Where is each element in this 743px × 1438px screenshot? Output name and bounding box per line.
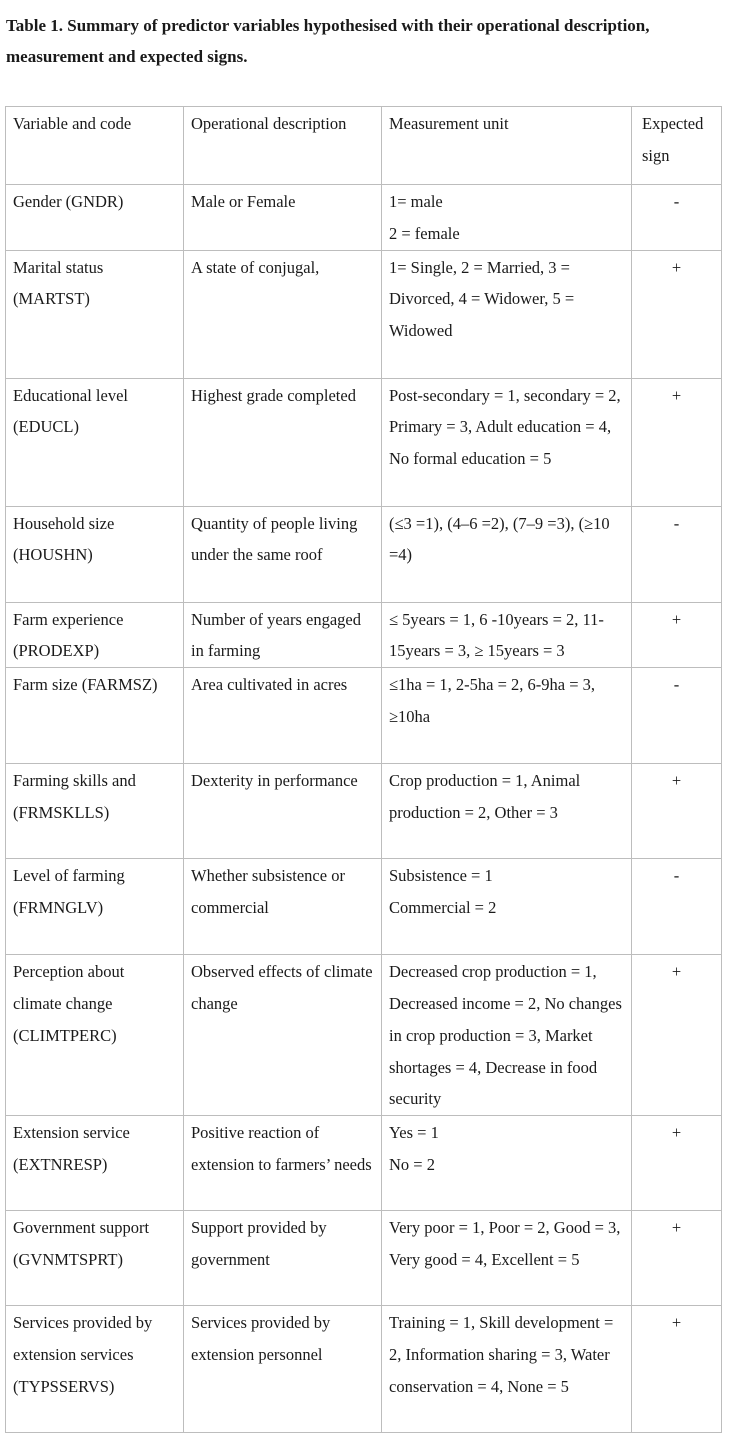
measurement-cell: Very poor = 1, Poor = 2, Good = 3, Very good = 4, Excellent = 5 bbox=[382, 1211, 632, 1306]
expected-sign-cell: + bbox=[632, 1306, 722, 1433]
variable-cell: Government support (GVNMTSPRT) bbox=[6, 1211, 184, 1306]
description-cell: Observed effects of climate change bbox=[184, 955, 382, 1116]
expected-sign-cell: - bbox=[632, 185, 722, 251]
description-cell: Area cultivated in acres bbox=[184, 668, 382, 764]
table-row bbox=[6, 1211, 722, 1306]
measurement-cell: (≤3 =1), (4–6 =2), (7–9 =3), (≥10 =4) bbox=[382, 506, 632, 602]
measurement-cell: Training = 1, Skill development = 2, Information sharing = 3, Water conservation = 4, None = 5 bbox=[382, 1306, 632, 1433]
table-row bbox=[6, 602, 722, 668]
description-cell: Male or Female bbox=[184, 185, 382, 251]
variable-cell: Educational level (EDUCL) bbox=[6, 378, 184, 506]
description-cell: Positive reaction of extension to farmers’ needs bbox=[184, 1116, 382, 1211]
measurement-cell: 1= male 2 = female bbox=[382, 185, 632, 251]
expected-sign-cell: + bbox=[632, 378, 722, 506]
table-row bbox=[6, 859, 722, 955]
description-cell: Quantity of people living under the same roof bbox=[184, 506, 382, 602]
header-measurement: Measurement unit bbox=[382, 107, 632, 185]
expected-sign-cell: + bbox=[632, 1116, 722, 1211]
expected-sign-cell: - bbox=[632, 506, 722, 602]
description-cell: A state of conjugal, bbox=[184, 250, 382, 378]
predictor-variables-table bbox=[5, 106, 722, 1433]
expected-sign-cell: + bbox=[632, 1211, 722, 1306]
table-row bbox=[6, 250, 722, 378]
table-header-row bbox=[6, 107, 722, 185]
variable-cell: Gender (GNDR) bbox=[6, 185, 184, 251]
variable-cell: Perception about climate change (CLIMTPERC) bbox=[6, 955, 184, 1116]
variable-cell: Farming skills and (FRMSKLLS) bbox=[6, 764, 184, 859]
measurement-cell: Subsistence = 1 Commercial = 2 bbox=[382, 859, 632, 955]
measurement-cell: Crop production = 1, Animal production = 2, Other = 3 bbox=[382, 764, 632, 859]
description-cell: Number of years engaged in farming bbox=[184, 602, 382, 668]
table-row bbox=[6, 506, 722, 602]
variable-cell: Household size (HOUSHN) bbox=[6, 506, 184, 602]
expected-sign-cell: - bbox=[632, 859, 722, 955]
variable-cell: Services provided by extension services (TYPSSERVS) bbox=[6, 1306, 184, 1433]
table-row bbox=[6, 764, 722, 859]
table-row bbox=[6, 185, 722, 251]
variable-cell: Extension service (EXTNRESP) bbox=[6, 1116, 184, 1211]
expected-sign-cell: + bbox=[632, 764, 722, 859]
description-cell: Support provided by government bbox=[184, 1211, 382, 1306]
measurement-cell: ≤ 5years = 1, 6 -10years = 2, 11-15years = 3, ≥ 15years = 3 bbox=[382, 602, 632, 668]
header-description: Operational description bbox=[184, 107, 382, 185]
measurement-cell: Yes = 1 No = 2 bbox=[382, 1116, 632, 1211]
expected-sign-cell: + bbox=[632, 602, 722, 668]
measurement-cell: 1= Single, 2 = Married, 3 = Divorced, 4 = Widower, 5 = Widowed bbox=[382, 250, 632, 378]
table-row bbox=[6, 378, 722, 506]
measurement-cell: Post-secondary = 1, secondary = 2, Primary = 3, Adult education = 4, No formal education = 5 bbox=[382, 378, 632, 506]
variable-cell: Level of farming (FRMNGLV) bbox=[6, 859, 184, 955]
table-caption: Table 1. Summary of predictor variables hypothesised with their operational description, measurement and expected signs. bbox=[6, 16, 650, 66]
expected-sign-cell: - bbox=[632, 668, 722, 764]
description-cell: Services provided by extension personnel bbox=[184, 1306, 382, 1433]
expected-sign-cell: + bbox=[632, 250, 722, 378]
description-cell: Whether subsistence or commercial bbox=[184, 859, 382, 955]
table-row bbox=[6, 955, 722, 1116]
expected-sign-cell: + bbox=[632, 955, 722, 1116]
table-row bbox=[6, 1116, 722, 1211]
table-row bbox=[6, 668, 722, 764]
description-cell: Dexterity in performance bbox=[184, 764, 382, 859]
table-row bbox=[6, 1306, 722, 1433]
header-variable: Variable and code bbox=[6, 107, 184, 185]
header-expected-sign: Expected sign bbox=[632, 107, 722, 185]
description-cell: Highest grade completed bbox=[184, 378, 382, 506]
variable-cell: Farm experience (PRODEXP) bbox=[6, 602, 184, 668]
measurement-cell: Decreased crop production = 1, Decreased income = 2, No changes in crop production = 3, Market shortages = 4, Decrease in food security bbox=[382, 955, 632, 1116]
variable-cell: Marital status (MARTST) bbox=[6, 250, 184, 378]
variable-cell: Farm size (FARMSZ) bbox=[6, 668, 184, 764]
measurement-cell: ≤1ha = 1, 2-5ha = 2, 6-9ha = 3, ≥10ha bbox=[382, 668, 632, 764]
